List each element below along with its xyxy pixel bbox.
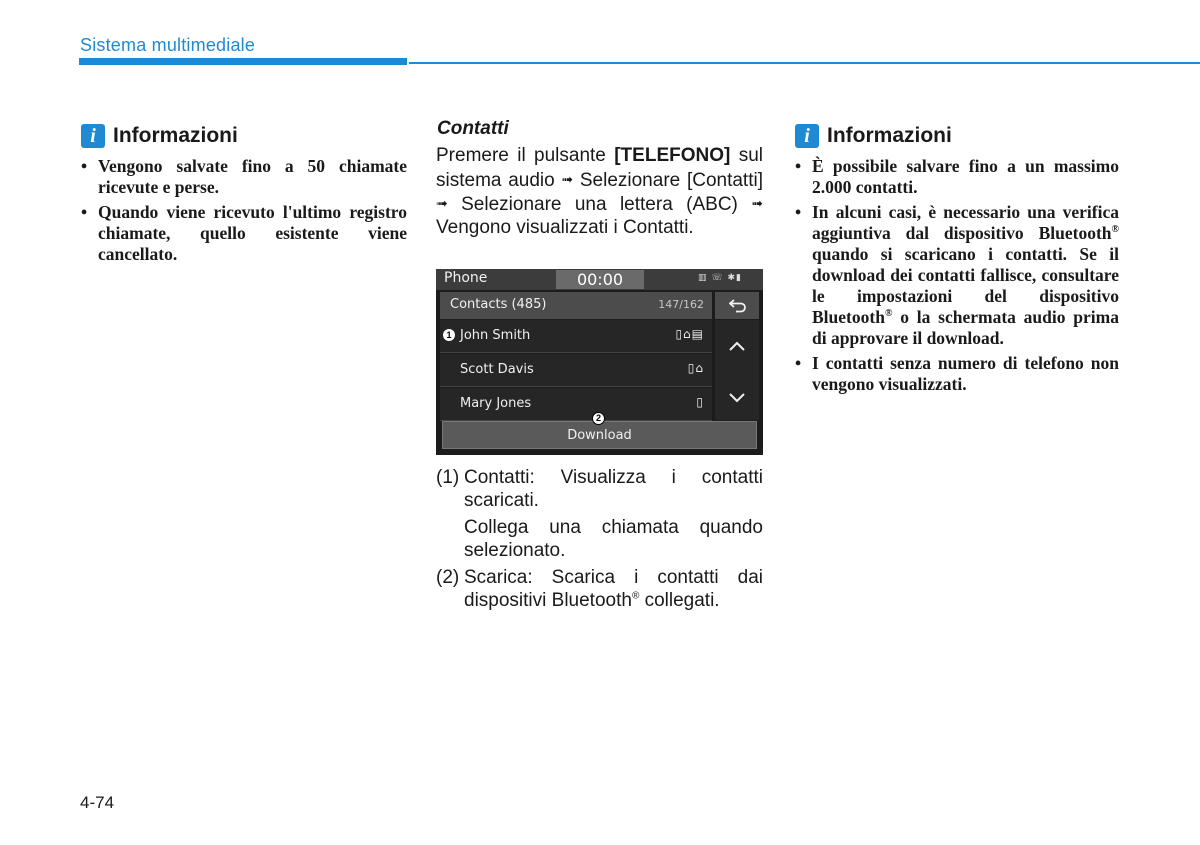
description-item <box>436 467 763 512</box>
item-number: (2) <box>436 567 460 588</box>
item-text-part: quando si scaricano i contatti. Se il download dei contatti fallisce, consultare le impostazioni del dispositivo Bluetooth <box>812 244 1119 327</box>
back-icon <box>729 297 747 313</box>
arrow-icon: ➟ <box>436 195 448 211</box>
contact-type-icons: ▯⌂ <box>687 361 704 375</box>
chevron-up-icon <box>715 330 759 364</box>
contact-name: Scott Davis <box>460 362 534 377</box>
contacts-label: Contacts (485) <box>450 297 547 312</box>
contact-name: John Smith <box>460 328 531 343</box>
scroll-column <box>715 320 759 420</box>
registered-mark: ® <box>631 590 640 602</box>
download-button[interactable] <box>442 421 757 449</box>
contact-name: Mary Jones <box>460 396 532 411</box>
list-item: • I contatti senza numero di telefono non vengono visualizzati. <box>795 353 1119 395</box>
right-info-list <box>795 156 1119 395</box>
telefono-key: [TELEFONO] <box>614 145 731 166</box>
right-info-header <box>795 124 1119 148</box>
item-text-part: collegati. <box>639 589 720 611</box>
contacts-header <box>440 292 712 319</box>
contact-type-icons: ▯ <box>696 395 704 409</box>
contact-type-icons: ▯⌂▤ <box>675 327 704 341</box>
list-item: • Quando viene ricevuto l'ultimo registro chiamate, quello esistente viene cancellato. <box>81 202 407 265</box>
item-text-part: Scarica: Scarica i contatti dai dispositivi Bluetooth <box>464 567 763 611</box>
page-number: 4-74 <box>80 793 115 812</box>
contatti-heading: Contatti <box>437 118 509 139</box>
clock: 00:00 <box>556 270 644 289</box>
left-info-header <box>81 124 407 148</box>
right-info-box <box>795 124 1119 399</box>
para-text: Selezionare una lettera (ABC) <box>447 194 752 215</box>
contatti-instructions <box>436 145 763 239</box>
left-info-list <box>81 156 407 265</box>
list-item: • È possibile salvare fino a un massimo 2.000 contatti. <box>795 156 1119 198</box>
chevron-down-icon <box>715 380 759 414</box>
para-text: sul sistema audio <box>436 145 763 191</box>
phone-screen-illustration <box>436 269 763 455</box>
list-item: • Vengono salvate fino a 50 chiamate ricevute e perse. <box>81 156 407 198</box>
left-info-title: Informazioni <box>113 124 238 147</box>
item-text-part: In alcuni casi, è necessario una verifica aggiuntiva dal dispositivo Bluetooth <box>812 202 1119 243</box>
para-text: Vengono visualizzati i Contatti. <box>436 216 694 238</box>
item-text <box>464 567 763 612</box>
download-label: Download <box>567 428 632 443</box>
header-rule-thick <box>79 58 407 65</box>
item-number: (1) <box>436 467 460 488</box>
list-item <box>795 202 1119 349</box>
contact-row[interactable] <box>440 354 712 387</box>
left-info-box <box>81 124 407 269</box>
callout-marker: 1 <box>443 329 455 341</box>
para-text: Premere il pulsante <box>436 145 615 166</box>
registered-mark: ® <box>1111 224 1119 236</box>
contact-row[interactable] <box>440 388 712 421</box>
scroll-up-button[interactable] <box>715 330 759 364</box>
item-text: Contatti: Visualizza i contatti scaricati. <box>464 467 763 511</box>
item-text: Collega una chiamata quando selezionato. <box>464 517 763 561</box>
para-text: Selezionare [Contatti] <box>573 169 763 191</box>
description-item <box>436 517 763 562</box>
status-icons: ▥ ☏ ✱▮ <box>698 273 742 283</box>
item-text-part: o la schermata audio prima di approvare il download. <box>812 307 1119 348</box>
callout-marker: 2 <box>592 412 605 425</box>
header-rule-thin <box>409 62 1200 64</box>
scroll-down-button[interactable] <box>715 380 759 414</box>
section-title: Sistema multimediale <box>80 35 256 55</box>
contacts-count: 147/162 <box>658 298 704 311</box>
right-info-title: Informazioni <box>827 124 952 147</box>
info-icon: i <box>795 124 819 148</box>
back-button[interactable] <box>715 292 759 319</box>
arrow-icon: ➟ <box>561 170 574 187</box>
status-bar <box>436 269 763 290</box>
description-item <box>436 567 763 612</box>
screen-title: Phone <box>444 270 488 286</box>
arrow-icon: ➟ <box>751 195 763 211</box>
contact-row[interactable] <box>440 320 712 353</box>
info-icon: i <box>81 124 105 148</box>
registered-mark: ® <box>884 308 893 320</box>
